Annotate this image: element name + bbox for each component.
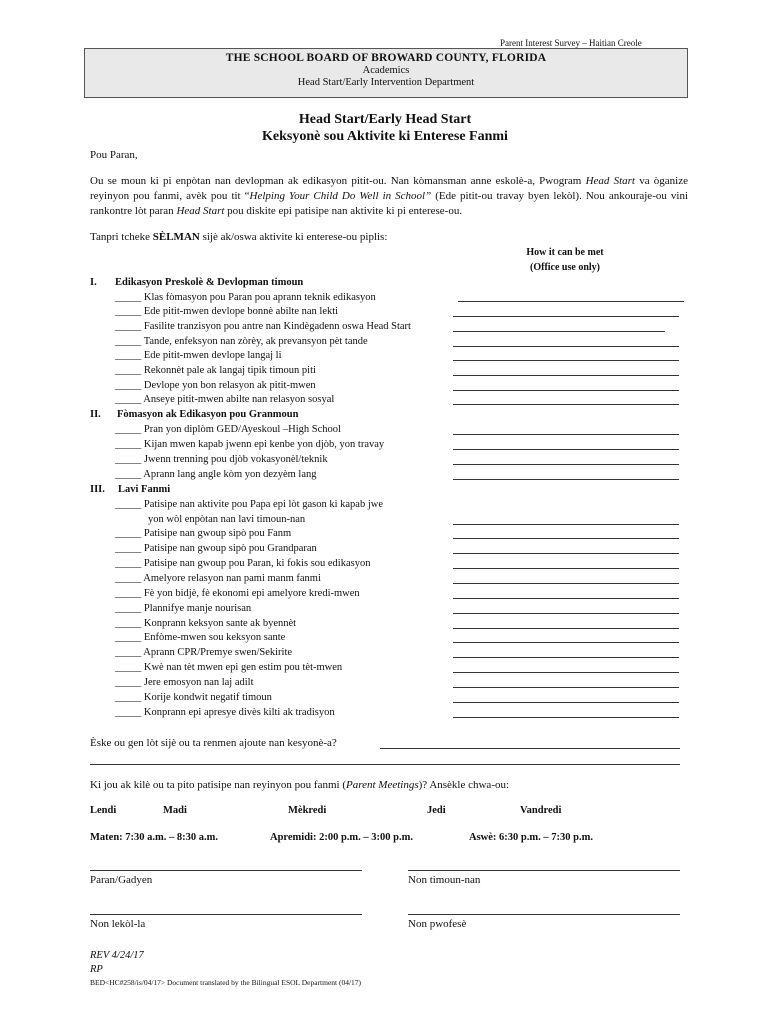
checkbox-blank[interactable]: _____ bbox=[115, 632, 142, 643]
list-item[interactable] bbox=[115, 677, 254, 688]
checkbox-blank[interactable]: _____ bbox=[115, 573, 142, 584]
list-item[interactable] bbox=[115, 707, 335, 718]
list-item[interactable] bbox=[115, 380, 316, 391]
item-label: Amelyore relasyon nan pami manm fanmi bbox=[143, 573, 321, 584]
intro-quote: Helping Your Child Do Well in School” bbox=[249, 190, 432, 202]
office-line[interactable] bbox=[453, 404, 679, 405]
item-label: Ede pitit-mwen devlope langaj li bbox=[143, 350, 282, 361]
intro-head-start-1: Head Start bbox=[585, 175, 635, 187]
day-tuesday[interactable]: Madi bbox=[163, 805, 187, 816]
list-item[interactable] bbox=[115, 528, 291, 539]
item-label: Jere emosyon nan laj adilt bbox=[143, 677, 254, 688]
division-name: Academics bbox=[362, 65, 410, 76]
list-item[interactable] bbox=[115, 692, 272, 703]
checkbox-blank[interactable]: _____ bbox=[115, 365, 142, 376]
office-line[interactable] bbox=[453, 449, 679, 450]
instruction-post: sijè ak/oswa aktivite ki enterese-ou piplis: bbox=[199, 231, 388, 243]
item-label: Devlope yon bon relasyon ak pitit-mwen bbox=[143, 380, 316, 391]
list-item[interactable] bbox=[115, 424, 341, 435]
checkbox-blank[interactable]: _____ bbox=[115, 350, 142, 361]
item-label: Kijan mwen kapab jwenn epi kenbe yon djòb, yon travay bbox=[143, 439, 385, 450]
item-label: Patisipe nan aktivite pou Papa epi lòt gason ki kapab jwe bbox=[143, 499, 383, 510]
revision-date: REV 4/24/17 bbox=[90, 950, 144, 961]
parent-signature-line[interactable] bbox=[90, 870, 362, 871]
translation-note: BED<HC#258/is/04/17> Document translated by the Bilingual ESOL Department (04/17) bbox=[90, 978, 362, 987]
office-line[interactable] bbox=[453, 538, 679, 539]
section-2-title: Fòmasyon ak Edikasyon pou Granmoun bbox=[117, 409, 299, 420]
section-3-number: III. bbox=[90, 484, 105, 495]
checkbox-blank[interactable]: _____ bbox=[115, 558, 142, 569]
intro-part4: pou diskite epi patisipe nan aktivite ki pi enterese-ou. bbox=[224, 205, 463, 217]
checkbox-blank[interactable]: _____ bbox=[115, 588, 142, 599]
item-label: Patisipe nan gwoup sipò pou Grandparan bbox=[143, 543, 317, 554]
checkbox-blank[interactable]: _____ bbox=[115, 321, 142, 332]
org-name: THE SCHOOL BOARD OF BROWARD COUNTY, FLORIDA bbox=[225, 52, 547, 64]
list-item[interactable] bbox=[115, 603, 251, 614]
header-box bbox=[84, 48, 688, 98]
list-item[interactable] bbox=[115, 573, 321, 584]
list-item[interactable] bbox=[115, 454, 328, 465]
list-item[interactable] bbox=[115, 662, 342, 673]
office-line[interactable] bbox=[453, 524, 679, 525]
list-item[interactable] bbox=[115, 365, 316, 376]
checkbox-blank[interactable]: _____ bbox=[115, 543, 142, 554]
item-label: Jwenn trenning pou djòb vokasyonèl/teknik bbox=[143, 454, 328, 465]
day-thursday[interactable]: Jedi bbox=[427, 805, 446, 816]
list-item[interactable] bbox=[115, 558, 370, 569]
meeting-question-post: )? Ansèkle chwa-ou: bbox=[418, 779, 510, 791]
office-line[interactable] bbox=[453, 390, 679, 391]
checkbox-blank[interactable]: _____ bbox=[115, 692, 142, 703]
office-line[interactable] bbox=[453, 657, 679, 658]
greeting: Pou Paran, bbox=[90, 149, 138, 161]
checkbox-blank[interactable]: _____ bbox=[115, 336, 142, 347]
checkbox-blank[interactable]: _____ bbox=[115, 424, 142, 435]
list-item[interactable] bbox=[115, 588, 360, 599]
checkbox-blank[interactable]: _____ bbox=[115, 603, 142, 614]
instruction-bold: SÈLMAN bbox=[152, 231, 200, 243]
checkbox-blank[interactable]: _____ bbox=[115, 380, 142, 391]
list-item[interactable] bbox=[115, 543, 317, 554]
other-topics-input[interactable] bbox=[380, 748, 680, 749]
item-label: Aprann lang angle kòm yon dezyèm lang bbox=[143, 469, 317, 480]
page-title: Head Start/Early Head Start bbox=[298, 112, 472, 127]
list-item[interactable] bbox=[115, 499, 383, 510]
item-label: Patisipe nan gwoup pou Paran, ki fokis sou edikasyon bbox=[143, 558, 371, 569]
list-item[interactable] bbox=[115, 321, 411, 332]
item-label: Korije kondwit negatif timoun bbox=[143, 692, 272, 703]
item-label: Klas fòmasyon pou Paran pou aprann teknik edikasyon bbox=[143, 292, 376, 303]
list-item[interactable] bbox=[115, 292, 376, 303]
office-line[interactable] bbox=[453, 346, 679, 347]
parent-label: Paran/Gadyen bbox=[90, 874, 153, 886]
item-label: Plannifye manje nourisan bbox=[143, 603, 252, 614]
item-label: Konprann epi apresye divès kilti ak tradisyon bbox=[143, 707, 335, 718]
list-item[interactable] bbox=[115, 439, 384, 450]
meeting-question-pre: Ki jou ak kilè ou ta pito patisipe nan reyinyon pou fanmi ( bbox=[90, 779, 347, 791]
section-1-number: I. bbox=[90, 277, 97, 288]
section-2-number: II. bbox=[90, 409, 101, 420]
office-line[interactable] bbox=[458, 301, 684, 302]
time-evening[interactable]: Aswè: 6:30 p.m. – 7:30 p.m. bbox=[469, 832, 593, 843]
revision-code: RP bbox=[90, 964, 103, 975]
checkbox-blank[interactable]: _____ bbox=[115, 306, 142, 317]
checkbox-blank[interactable]: _____ bbox=[115, 292, 142, 303]
item-label: Fasilite tranzisyon pou antre nan Kindègadenn oswa Head Start bbox=[143, 321, 411, 332]
survey-tag: Parent Interest Survey – Haitian Creole bbox=[500, 38, 642, 48]
checkbox-blank[interactable]: _____ bbox=[115, 662, 142, 673]
day-wednesday[interactable]: Mèkredi bbox=[288, 805, 327, 816]
office-line[interactable] bbox=[453, 434, 679, 435]
intro-part3: (Ede pitit-ou travay byen lekòl). Nou ankouraje-ou vini rankontre lòt paran bbox=[90, 190, 688, 217]
office-line[interactable] bbox=[453, 568, 679, 569]
office-line[interactable] bbox=[453, 553, 679, 554]
child-name-line[interactable] bbox=[408, 870, 680, 871]
office-line[interactable] bbox=[453, 628, 679, 629]
item-label: Ede pitit-mwen devlope bonnè abilte nan lekti bbox=[143, 306, 339, 317]
intro-part1: Ou se moun ki pi enpòtan nan devlopman ak edikasyon pitit-ou. Nan kòmansman anne eskolè-a, Pwogram bbox=[90, 175, 586, 187]
checkbox-blank[interactable]: _____ bbox=[115, 469, 142, 480]
item-label: Fè yon bidjè, fè ekonomi epi amelyore kredi-mwen bbox=[143, 588, 360, 599]
checkbox-blank[interactable]: _____ bbox=[115, 677, 142, 688]
teacher-name-line[interactable] bbox=[408, 914, 680, 915]
day-friday[interactable]: Vandredi bbox=[520, 805, 562, 816]
list-item[interactable] bbox=[115, 350, 282, 361]
office-line[interactable] bbox=[453, 360, 679, 361]
item-label: Tande, enfeksyon nan zòrèy, ak prevansyon pèt tande bbox=[143, 336, 368, 347]
list-item[interactable] bbox=[115, 469, 317, 480]
office-line[interactable] bbox=[453, 316, 679, 317]
office-line[interactable] bbox=[453, 717, 679, 718]
item-label: Konprann keksyon sante ak byennèt bbox=[143, 618, 297, 629]
intro-paragraph bbox=[90, 174, 688, 219]
section-1-title: Edikasyon Preskolè & Devlopman timoun bbox=[115, 277, 304, 288]
other-topics-question: Èske ou gen lòt sijè ou ta renmen ajoute nan kesyonè-a? bbox=[90, 737, 337, 749]
office-line[interactable] bbox=[453, 613, 679, 614]
checkbox-blank[interactable]: _____ bbox=[115, 647, 142, 658]
checkbox-blank[interactable]: _____ bbox=[115, 394, 142, 405]
item-label: Aprann CPR/Premye swen/Sekirite bbox=[143, 647, 293, 658]
office-line[interactable] bbox=[453, 642, 679, 643]
list-item[interactable] bbox=[115, 618, 296, 629]
meeting-question bbox=[90, 779, 509, 791]
office-line[interactable] bbox=[453, 583, 679, 584]
list-item[interactable] bbox=[115, 394, 334, 405]
intro-head-start-2: Head Start bbox=[176, 205, 225, 217]
intro-part2: va òganize reyinyon pou fanmi, avèk pou tit “ bbox=[90, 175, 688, 202]
item-label: Pran yon diplòm GED/Ayeskoul –High School bbox=[143, 424, 341, 435]
day-monday[interactable]: Lendi bbox=[90, 805, 117, 816]
office-use-line2: (Office use only) bbox=[530, 262, 600, 273]
time-morning[interactable]: Maten: 7:30 a.m. – 8:30 a.m. bbox=[90, 832, 219, 843]
other-topics-input-2[interactable] bbox=[90, 764, 680, 765]
office-line[interactable] bbox=[453, 464, 679, 465]
department-name: Head Start/Early Intervention Department bbox=[297, 77, 475, 88]
office-line[interactable] bbox=[453, 687, 679, 688]
office-line[interactable] bbox=[453, 672, 679, 673]
checkbox-blank[interactable]: _____ bbox=[115, 439, 142, 450]
section-3-title: Lavi Fanmi bbox=[118, 484, 171, 495]
item-label-continued: yon wòl enpòtan nan lavi timoun-nan bbox=[148, 514, 306, 525]
time-afternoon[interactable]: Apremidi: 2:00 p.m. – 3:00 p.m. bbox=[270, 832, 414, 843]
school-name-label: Non lekòl-la bbox=[90, 918, 146, 930]
checkbox-blank[interactable]: _____ bbox=[115, 499, 142, 510]
meeting-question-italic: Parent Meetings bbox=[346, 779, 419, 791]
instruction bbox=[90, 231, 387, 243]
list-item[interactable] bbox=[115, 336, 368, 347]
office-line[interactable] bbox=[453, 375, 679, 376]
school-name-line[interactable] bbox=[90, 914, 362, 915]
checkbox-blank[interactable]: _____ bbox=[115, 707, 142, 718]
list-item[interactable] bbox=[115, 306, 338, 317]
child-name-label: Non timoun-nan bbox=[408, 874, 481, 886]
list-item[interactable] bbox=[115, 632, 285, 643]
page-subtitle: Keksyonè sou Aktivite ki Enterese Fanmi bbox=[262, 129, 508, 144]
checkbox-blank[interactable]: _____ bbox=[115, 454, 142, 465]
item-label: Anseye pitit-mwen abilte nan relasyon sosyal bbox=[143, 394, 335, 405]
item-label: Rekonnèt pale ak langaj tipik timoun piti bbox=[143, 365, 316, 376]
office-line[interactable] bbox=[453, 598, 679, 599]
instruction-pre: Tanpri tcheke bbox=[90, 231, 153, 243]
checkbox-blank[interactable]: _____ bbox=[115, 618, 142, 629]
teacher-name-label: Non pwofesè bbox=[408, 918, 467, 930]
item-label: Patisipe nan gwoup sipò pou Fanm bbox=[143, 528, 292, 539]
checkbox-blank[interactable]: _____ bbox=[115, 528, 142, 539]
item-label: Kwè nan tèt mwen epi gen estim pou tèt-mwen bbox=[143, 662, 343, 673]
item-label: Enfòme-mwen sou keksyon sante bbox=[143, 632, 286, 643]
list-item[interactable] bbox=[115, 647, 292, 658]
office-use-line1: How it can be met bbox=[526, 247, 604, 258]
office-line[interactable] bbox=[453, 702, 679, 703]
office-line[interactable] bbox=[453, 331, 665, 332]
office-line[interactable] bbox=[453, 479, 679, 480]
